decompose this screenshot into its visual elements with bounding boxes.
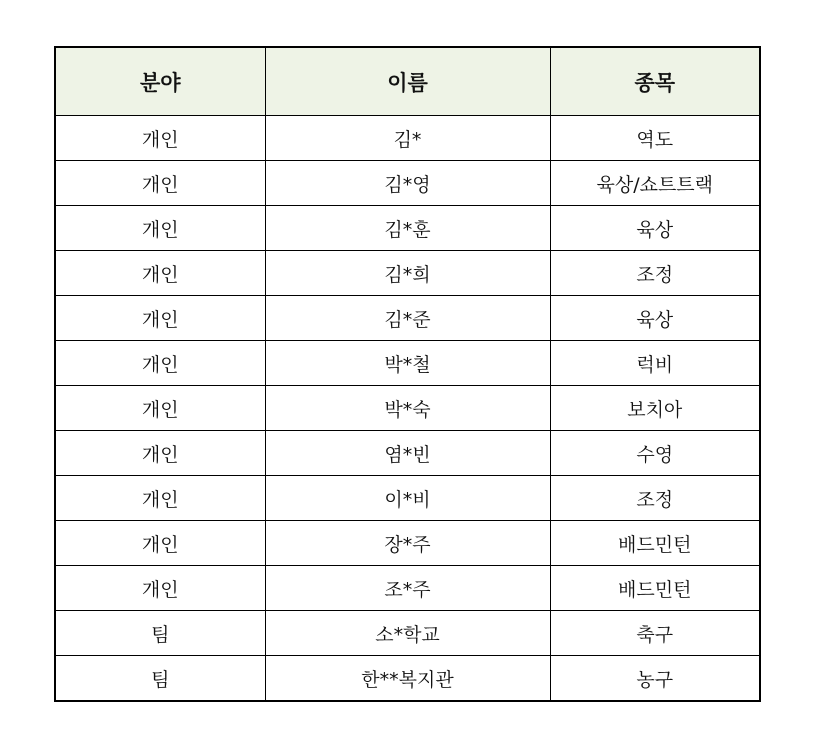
table-row [55,566,760,611]
cell-field: 개인 [55,341,265,386]
table-header [55,47,760,116]
header-field: 분야 [55,47,265,116]
cell-field: 팀 [55,656,265,702]
cell-name: 이*비 [265,476,550,521]
cell-field: 개인 [55,206,265,251]
cell-sport: 조정 [550,251,760,296]
table-row [55,521,760,566]
cell-sport: 배드민턴 [550,566,760,611]
table-row [55,341,760,386]
cell-field: 개인 [55,431,265,476]
cell-sport: 조정 [550,476,760,521]
roster-table-container [54,46,759,702]
cell-name: 김*준 [265,296,550,341]
cell-name: 박*철 [265,341,550,386]
cell-field: 개인 [55,386,265,431]
cell-sport: 럭비 [550,341,760,386]
cell-sport: 육상 [550,296,760,341]
cell-sport: 수영 [550,431,760,476]
table-row [55,116,760,161]
header-sport: 종목 [550,47,760,116]
cell-sport: 육상 [550,206,760,251]
cell-sport: 육상/쇼트트랙 [550,161,760,206]
table-row [55,431,760,476]
table-row [55,656,760,702]
cell-field: 개인 [55,476,265,521]
cell-name: 한**복지관 [265,656,550,702]
header-row [55,47,760,116]
cell-sport: 배드민턴 [550,521,760,566]
cell-name: 염*빈 [265,431,550,476]
table-body [55,116,760,702]
roster-table [54,46,761,702]
table-row [55,251,760,296]
cell-field: 개인 [55,116,265,161]
cell-name: 김*희 [265,251,550,296]
cell-name: 장*주 [265,521,550,566]
header-name: 이름 [265,47,550,116]
table-row [55,386,760,431]
cell-name: 김*영 [265,161,550,206]
cell-sport: 보치아 [550,386,760,431]
table-row [55,476,760,521]
cell-sport: 축구 [550,611,760,656]
table-row [55,161,760,206]
cell-sport: 역도 [550,116,760,161]
table-row [55,296,760,341]
cell-field: 팀 [55,611,265,656]
cell-name: 김* [265,116,550,161]
table-row [55,206,760,251]
cell-field: 개인 [55,521,265,566]
cell-name: 조*주 [265,566,550,611]
cell-name: 박*숙 [265,386,550,431]
cell-field: 개인 [55,296,265,341]
table-row [55,611,760,656]
cell-field: 개인 [55,566,265,611]
cell-name: 소*학교 [265,611,550,656]
cell-field: 개인 [55,161,265,206]
cell-field: 개인 [55,251,265,296]
cell-name: 김*훈 [265,206,550,251]
cell-sport: 농구 [550,656,760,702]
